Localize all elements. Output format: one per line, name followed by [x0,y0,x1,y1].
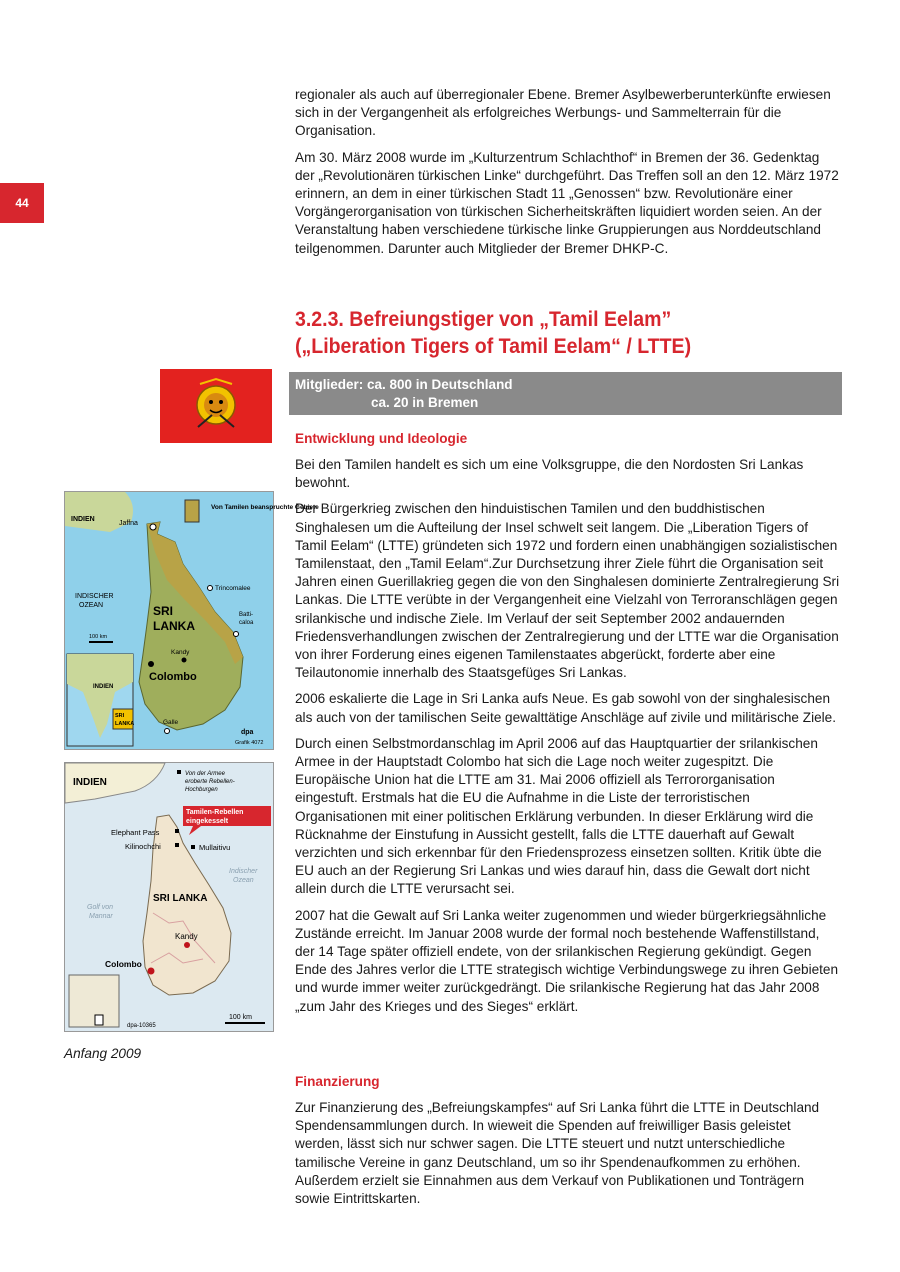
map1-indien: INDIEN [71,516,95,523]
subheading-finance: Finanzierung [295,1074,380,1089]
paragraph: 2006 eskalierte die Lage in Sri Lanka aufs Neue. Es gab sowohl von der singhalesischen als auch von der tamilischen Seite gewalttätige Anschläge auf zivile und militärische Ziele. [295,691,837,725]
intro-text [295,86,840,266]
map2-legend2: eroberte Rebellen- [185,779,235,785]
paragraph: Durch einen Selbstmordanschlag im April 2006 auf das Hauptquartier der srilankischen Armee in der Hauptstadt Colombo hat sich die Lage noch weiter zugespitzt. Die Europäische Union hat die LTTE am 31. Mai 2006 offiziell als Terrororganisation eingestuft. Erstmals hat die EU die Aufnahme in die Liste der terroristischen Organisationen mit einer politischen Erklärung verbunden. In dieser Erklärung wird die Rücknahme der Einstufung in Aussicht gestellt, falls die LTTE dauerhaft auf Gewalt verzichten und sich erkennbar für den Friedensprozess einsetzen sollten. Kritik übte die EU auch an der Regierung Sri Lankas und wies darauf hin, dass die Gewalt dort nicht allein durch die LTTE verursacht sei. [295,735,822,897]
paragraph: regionaler als auch auf überregionaler Ebene. Bremer Asylbewerberunterkünfte erwiesen sich in der Vergangenheit als erfolgreiches Werbungs- und Sammelterrain für die Organisation. [295,87,831,139]
map1-sri: SRI [153,604,174,618]
map2-legend3: Hochburgen [185,787,218,793]
finance-section [295,1074,840,1216]
map1-lanka: LANKA [153,619,195,633]
map2-kilinochchi: Kilinochchi [125,842,161,851]
tiger-emblem-icon [160,369,272,443]
section-heading [295,306,816,360]
map2-colombo: Colombo [105,959,142,969]
map2-elephant-pass: Elephant Pass [111,828,160,837]
map1-inset-lanka: LANKA [115,721,135,727]
map-tamil-claims [64,491,319,750]
map1-galle: Galle [163,719,179,726]
map2-mullaitivu: Mullaitivu [199,843,231,852]
map1-inset-sri: SRI [115,713,125,719]
map-rebels-2009 [64,762,274,1032]
map1-legend: Von Tamilen beanspruchte Gebiete [211,504,319,511]
map1-batti1: Batti- [239,612,254,618]
section-title-line2: („Liberation Tigers of Tamil Eelam“ / LTTE) [295,335,692,358]
map1-scale: 100 km [89,634,108,640]
map1-source2: Grafik 4072 [235,740,264,746]
map2-ocean1: Indischer [229,868,258,875]
map2-legend1: Von der Armee [185,771,225,777]
development-section [295,431,840,1024]
map1-colombo: Colombo [149,671,197,683]
map2-golf2: Mannar [89,913,113,920]
subheading-development: Entwicklung und Ideologie [295,431,468,446]
paragraph: Am 30. März 2008 wurde im „Kulturzentrum Schlachthof“ in Bremen der 36. Gedenktag der „Revolutionären türkischen Linke“ durchgeführt. Das Treffen soll an den 12. März 1972 erinnern, an dem in einer türkischen Stadt 11 „Genossen“ bzw. Revolutionäre einer Vorgängerorganisation von türkischen Sicherheitskräften liquidiert worden seien. An der Veranstaltung haben verschiedene türkische linke Gruppierungen aus Norddeutschland teilgenommen. Darunter auch Mitglieder der Bremer DHKP-C. [295,149,839,256]
section-title-line1: 3.2.3. Befreiungstiger von „Tamil Eelam” [295,308,672,331]
map1-ocean1: INDISCHER [75,593,114,600]
map2-callout1: Tamilen-Rebellen [186,809,244,816]
map2-source: dpa-10365 [127,1023,156,1029]
map2-kandy: Kandy [175,932,198,941]
paragraph: Der Bürgerkrieg zwischen den hinduistischen Tamilen und den buddhistischen Singhalesen um die Aufteilung der Insel schwelt seit langem. Die „Liberation Tigers of Tamil Eelam“ (LTTE) gründeten sich 1972 und fordern einen unabhängigen sozialistischen Tamilenstaat, den „Tamil Eelam“.Zur Durchsetzung ihrer Ziele führt die Organisation seit Jahren einen Guerillakrieg gegen die von den Singhalesen dominierte Zentralregierung Sri Lankas. Die LTTE verübte in der Vergangenheit eine Vielzahl von Terroranschlägen gegen srilankische und indische Ziele. Im Verlauf der seit September 2002 andauernden Friedensverhandlungen zwischen der Zentralregierung und der LTTE war die Organisation von ihrer Forderung eines eigenen Tamilenstaates abgerückt, forderte aber eine Teilautonomie innerhalb des Staatsgefüges Sri Lankas. [295,501,840,681]
map2-indien: INDIEN [73,777,107,788]
map2-golf1: Golf von [87,904,114,911]
members-bar [289,372,842,415]
map1-batti2: caloa [239,620,254,626]
map2-callout2: eingekesselt [186,818,229,825]
map1-kandy: Kandy [171,649,190,656]
map1-jaffna: Jaffna [119,520,138,527]
map1-trincomalee: Trincomalee [215,585,251,592]
paragraph: Zur Finanzierung des „Befreiungskampfes“ auf Sri Lanka führt die LTTE in Deutschland Spendensammlungen durch. In wieweit die Spenden auf freiwilliger Basis geleistet werden, lässt sich nur schwer sagen. Die LTTE steuert und nutzt unterschiedliche tamilische Vereine in ganz Deutschland, um so ihr Spendenaufkommen zu erhöhen. Außerdem erzielt sie Einnahmen aus dem Verkauf von Publikationen und Tonträgern sowie Eintrittskarten. [295,1100,820,1207]
ltte-flag [160,369,272,443]
map2-scale: 100 km [229,1014,252,1021]
map2-sri-lanka: SRI LANKA [153,893,208,904]
map1-inset-indien: INDIEN [93,684,114,690]
members-line2: ca. 20 in Bremen [371,395,479,410]
paragraph: 2007 hat die Gewalt auf Sri Lanka weiter zugenommen und wieder bürgerkriegsähnliche Zustände erreicht. Im Januar 2008 wurde der formal noch bestehende Waffenstillstand, der 14 Tage später offiziell endete, von der srilankischen Regierung gekündigt. Gegen Ende des Jahres verlor die LTTE strategisch wichtige Verbindungswege zu ihren Gebieten und wurde immer weiter zurückgedrängt. Die srilankische Regierung hat das Jahr 2008 „zum Jahr des Krieges und des Sieges“ erklärt. [295,907,839,1014]
map1-ocean2: OZEAN [79,602,104,609]
map-caption: Anfang 2009 [64,1046,142,1061]
members-line1: Mitglieder: ca. 800 in Deutschland [295,377,513,392]
paragraph: Bei den Tamilen handelt es sich um eine Volksgruppe, die den Nordosten Sri Lankas bewohnt. [295,457,804,491]
page-number: 44 [0,183,44,223]
map1-source1: dpa [241,729,254,736]
map2-ocean2: Ozean [233,877,254,884]
